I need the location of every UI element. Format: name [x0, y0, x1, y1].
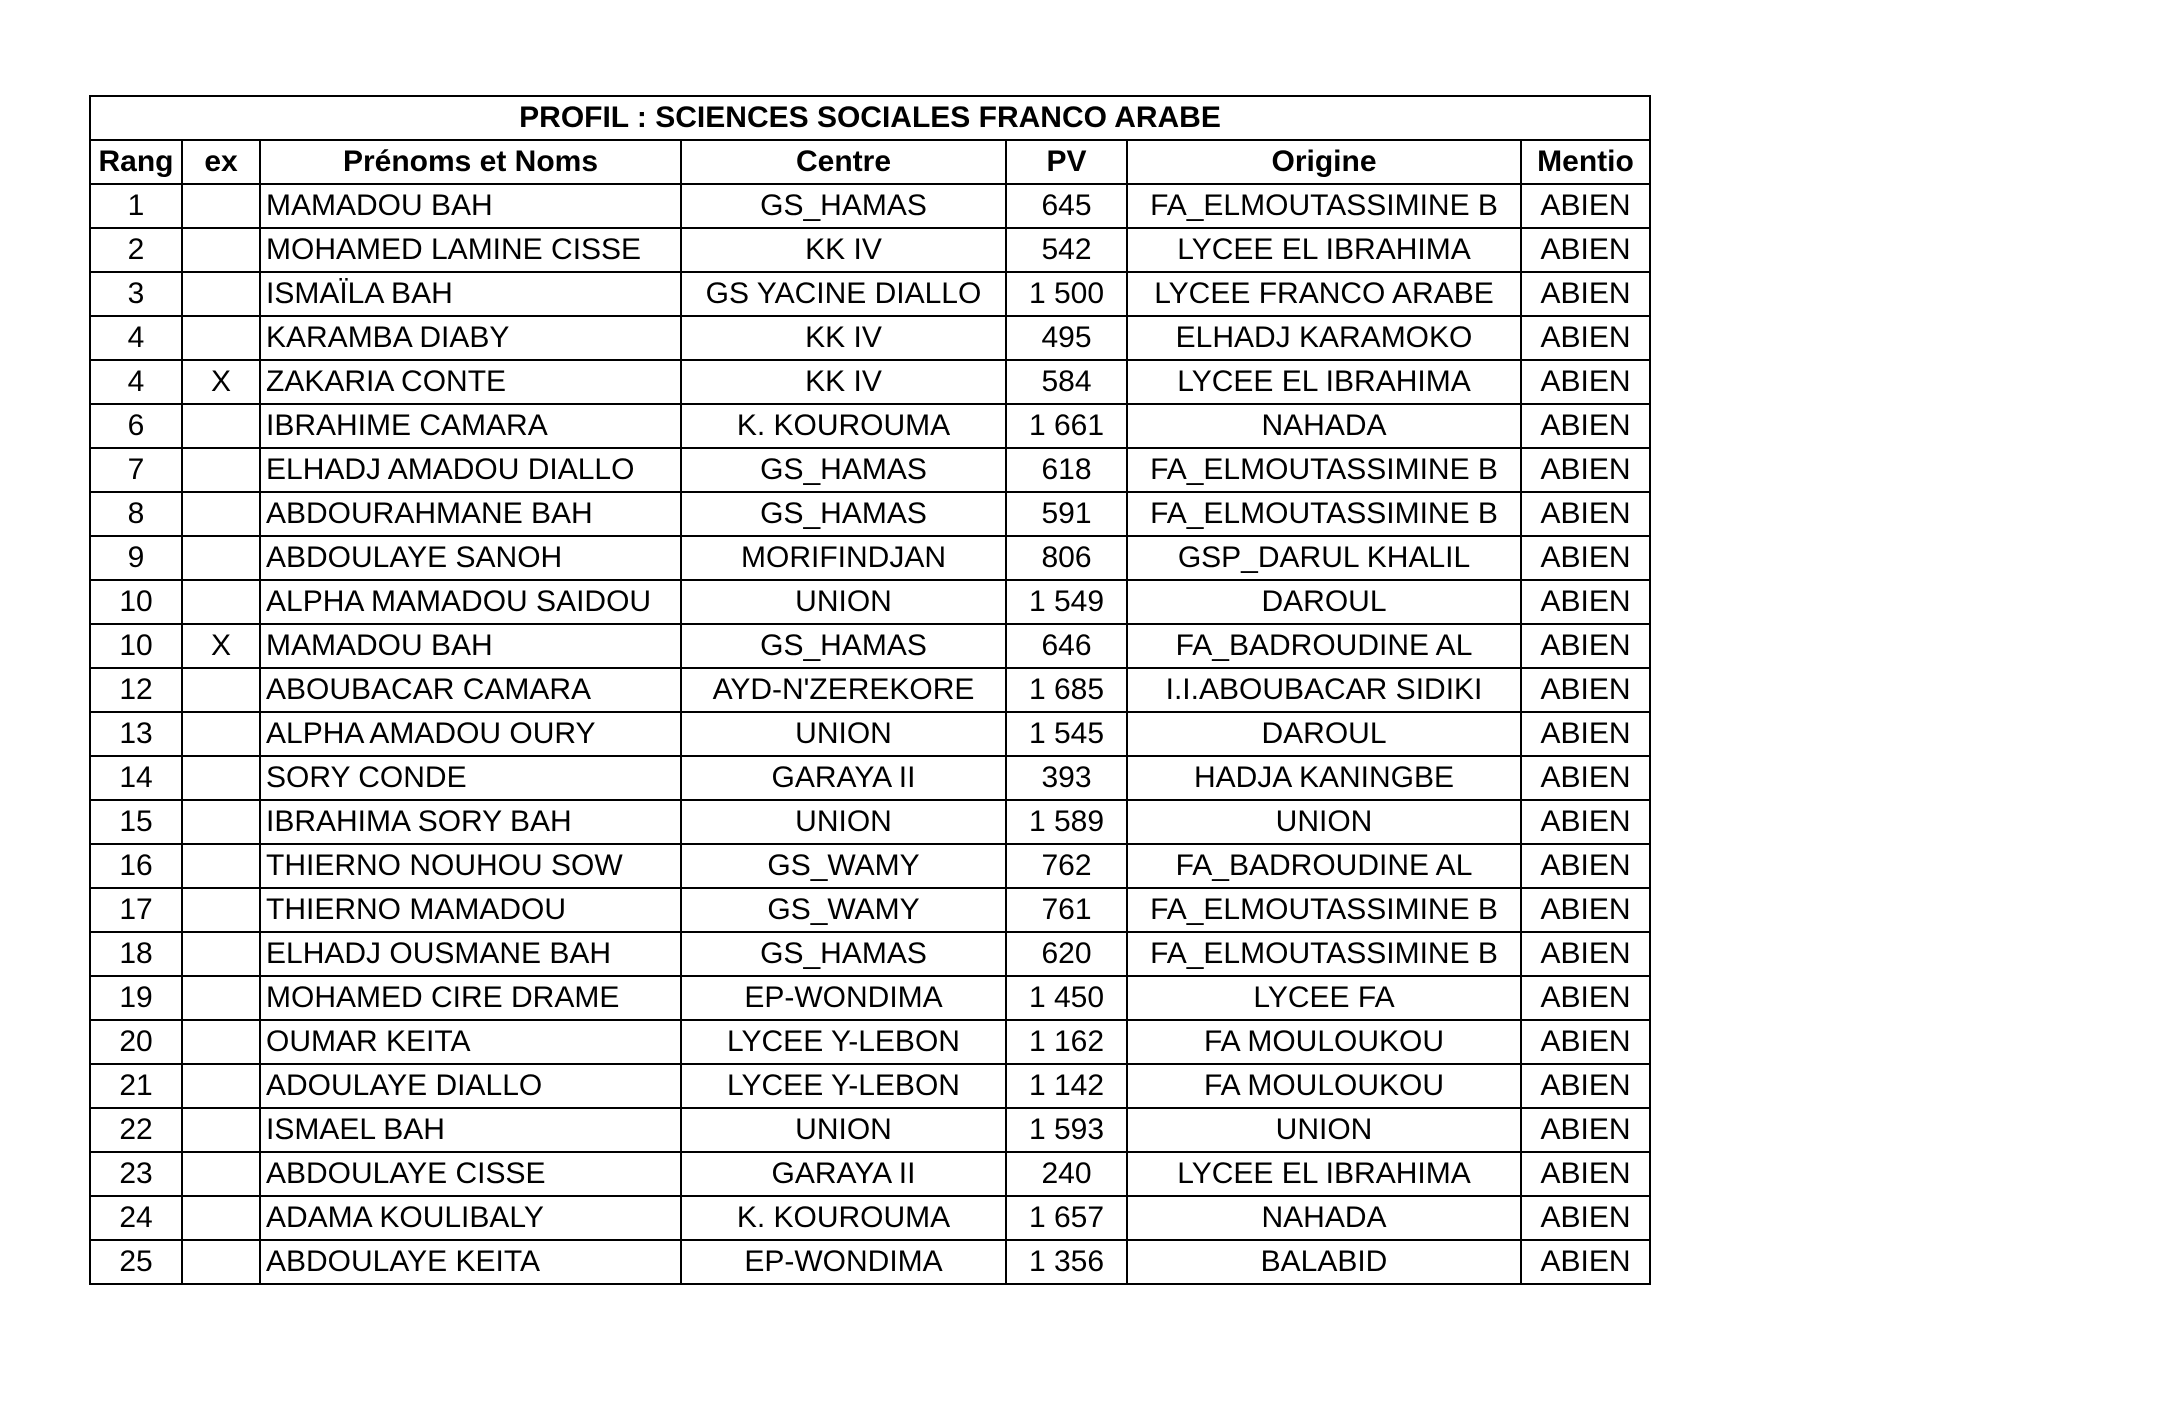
cell-centre: K. KOUROUMA [681, 404, 1006, 448]
cell-nom: SORY CONDE [260, 756, 681, 800]
cell-ex [182, 888, 260, 932]
cell-centre: EP-WONDIMA [681, 1240, 1006, 1284]
cell-rang: 6 [90, 404, 182, 448]
cell-origine: LYCEE FA [1127, 976, 1521, 1020]
table-row [90, 712, 1650, 756]
cell-centre: LYCEE Y-LEBON [681, 1064, 1006, 1108]
cell-centre: GARAYA II [681, 756, 1006, 800]
cell-nom: OUMAR KEITA [260, 1020, 681, 1064]
cell-mention: ABIEN [1521, 1064, 1650, 1108]
cell-pv: 393 [1006, 756, 1127, 800]
table-row [90, 1064, 1650, 1108]
cell-origine: DAROUL [1127, 712, 1521, 756]
cell-mention: ABIEN [1521, 492, 1650, 536]
cell-ex [182, 712, 260, 756]
table-row [90, 976, 1650, 1020]
cell-origine: GSP_DARUL KHALIL [1127, 536, 1521, 580]
cell-nom: IBRAHIMA SORY BAH [260, 800, 681, 844]
table-row [90, 1240, 1650, 1284]
cell-pv: 646 [1006, 624, 1127, 668]
cell-mention: ABIEN [1521, 1152, 1650, 1196]
cell-mention: ABIEN [1521, 580, 1650, 624]
cell-rang: 18 [90, 932, 182, 976]
header-row [90, 140, 1650, 184]
cell-nom: ABDOURAHMANE BAH [260, 492, 681, 536]
table-body [90, 184, 1650, 1284]
cell-pv: 542 [1006, 228, 1127, 272]
table-row [90, 756, 1650, 800]
cell-ex [182, 492, 260, 536]
cell-rang: 1 [90, 184, 182, 228]
table-row [90, 316, 1650, 360]
cell-nom: ELHADJ OUSMANE BAH [260, 932, 681, 976]
cell-centre: UNION [681, 1108, 1006, 1152]
cell-origine: UNION [1127, 1108, 1521, 1152]
cell-mention: ABIEN [1521, 756, 1650, 800]
cell-centre: UNION [681, 712, 1006, 756]
cell-pv: 1 450 [1006, 976, 1127, 1020]
cell-nom: ISMAEL BAH [260, 1108, 681, 1152]
table-row [90, 580, 1650, 624]
cell-ex [182, 1196, 260, 1240]
cell-mention: ABIEN [1521, 668, 1650, 712]
results-table [89, 95, 1651, 1285]
cell-nom: ABDOULAYE KEITA [260, 1240, 681, 1284]
table-row [90, 800, 1650, 844]
cell-rang: 24 [90, 1196, 182, 1240]
cell-nom: ABDOULAYE SANOH [260, 536, 681, 580]
cell-pv: 618 [1006, 448, 1127, 492]
table-row [90, 668, 1650, 712]
cell-rang: 22 [90, 1108, 182, 1152]
table-row [90, 1108, 1650, 1152]
cell-mention: ABIEN [1521, 1196, 1650, 1240]
cell-pv: 1 657 [1006, 1196, 1127, 1240]
cell-pv: 1 661 [1006, 404, 1127, 448]
cell-pv: 1 162 [1006, 1020, 1127, 1064]
cell-centre: KK IV [681, 360, 1006, 404]
cell-ex [182, 976, 260, 1020]
cell-pv: 1 356 [1006, 1240, 1127, 1284]
column-header-origine: Origine [1127, 140, 1521, 184]
cell-ex [182, 228, 260, 272]
cell-origine: FA_ELMOUTASSIMINE B [1127, 184, 1521, 228]
cell-origine: LYCEE FRANCO ARABE [1127, 272, 1521, 316]
cell-nom: ELHADJ AMADOU DIALLO [260, 448, 681, 492]
column-header-nom: Prénoms et Noms [260, 140, 681, 184]
cell-mention: ABIEN [1521, 624, 1650, 668]
cell-ex [182, 536, 260, 580]
cell-pv: 1 549 [1006, 580, 1127, 624]
cell-origine: DAROUL [1127, 580, 1521, 624]
cell-pv: 584 [1006, 360, 1127, 404]
cell-pv: 761 [1006, 888, 1127, 932]
cell-ex [182, 272, 260, 316]
cell-ex [182, 1108, 260, 1152]
cell-pv: 240 [1006, 1152, 1127, 1196]
cell-pv: 1 589 [1006, 800, 1127, 844]
cell-centre: GS_HAMAS [681, 932, 1006, 976]
column-header-pv: PV [1006, 140, 1127, 184]
cell-ex [182, 932, 260, 976]
cell-origine: NAHADA [1127, 1196, 1521, 1240]
cell-origine: BALABID [1127, 1240, 1521, 1284]
cell-centre: MORIFINDJAN [681, 536, 1006, 580]
cell-centre: KK IV [681, 228, 1006, 272]
cell-mention: ABIEN [1521, 1108, 1650, 1152]
cell-centre: GARAYA II [681, 1152, 1006, 1196]
cell-rang: 4 [90, 360, 182, 404]
cell-mention: ABIEN [1521, 448, 1650, 492]
column-header-mention: Mentio [1521, 140, 1650, 184]
cell-origine: NAHADA [1127, 404, 1521, 448]
cell-nom: MOHAMED LAMINE CISSE [260, 228, 681, 272]
cell-origine: FA_ELMOUTASSIMINE B [1127, 888, 1521, 932]
cell-mention: ABIEN [1521, 888, 1650, 932]
cell-origine: LYCEE EL IBRAHIMA [1127, 360, 1521, 404]
cell-rang: 10 [90, 624, 182, 668]
cell-pv: 1 593 [1006, 1108, 1127, 1152]
cell-rang: 3 [90, 272, 182, 316]
cell-pv: 1 685 [1006, 668, 1127, 712]
cell-nom: ALPHA AMADOU OURY [260, 712, 681, 756]
cell-pv: 591 [1006, 492, 1127, 536]
cell-nom: ALPHA MAMADOU SAIDOU [260, 580, 681, 624]
column-header-ex: ex [182, 140, 260, 184]
table-row [90, 184, 1650, 228]
cell-centre: GS_HAMAS [681, 624, 1006, 668]
cell-nom: THIERNO NOUHOU SOW [260, 844, 681, 888]
cell-rang: 25 [90, 1240, 182, 1284]
cell-nom: MAMADOU BAH [260, 624, 681, 668]
cell-ex [182, 184, 260, 228]
cell-pv: 806 [1006, 536, 1127, 580]
cell-mention: ABIEN [1521, 316, 1650, 360]
cell-centre: LYCEE Y-LEBON [681, 1020, 1006, 1064]
cell-rang: 23 [90, 1152, 182, 1196]
cell-centre: UNION [681, 580, 1006, 624]
table-row [90, 932, 1650, 976]
cell-ex [182, 404, 260, 448]
cell-pv: 762 [1006, 844, 1127, 888]
cell-ex [182, 668, 260, 712]
cell-mention: ABIEN [1521, 800, 1650, 844]
cell-ex: X [182, 360, 260, 404]
cell-pv: 495 [1006, 316, 1127, 360]
cell-ex [182, 756, 260, 800]
cell-rang: 8 [90, 492, 182, 536]
cell-ex [182, 1020, 260, 1064]
cell-rang: 19 [90, 976, 182, 1020]
cell-centre: GS YACINE DIALLO [681, 272, 1006, 316]
cell-origine: FA_ELMOUTASSIMINE B [1127, 448, 1521, 492]
cell-nom: THIERNO MAMADOU [260, 888, 681, 932]
cell-pv: 1 142 [1006, 1064, 1127, 1108]
cell-mention: ABIEN [1521, 360, 1650, 404]
cell-origine: FA MOULOUKOU [1127, 1064, 1521, 1108]
column-header-rang: Rang [90, 140, 182, 184]
cell-centre: UNION [681, 800, 1006, 844]
cell-centre: GS_WAMY [681, 844, 1006, 888]
cell-origine: FA_BADROUDINE AL [1127, 844, 1521, 888]
table-row [90, 536, 1650, 580]
cell-origine: LYCEE EL IBRAHIMA [1127, 228, 1521, 272]
table-row [90, 888, 1650, 932]
cell-pv: 645 [1006, 184, 1127, 228]
cell-ex [182, 800, 260, 844]
cell-mention: ABIEN [1521, 1240, 1650, 1284]
table-row [90, 228, 1650, 272]
title-row [90, 96, 1650, 140]
cell-ex [182, 1240, 260, 1284]
cell-pv: 1 500 [1006, 272, 1127, 316]
cell-origine: FA_ELMOUTASSIMINE B [1127, 932, 1521, 976]
cell-rang: 4 [90, 316, 182, 360]
cell-rang: 14 [90, 756, 182, 800]
cell-origine: I.I.ABOUBACAR SIDIKI [1127, 668, 1521, 712]
cell-mention: ABIEN [1521, 404, 1650, 448]
column-header-centre: Centre [681, 140, 1006, 184]
cell-rang: 13 [90, 712, 182, 756]
cell-centre: GS_WAMY [681, 888, 1006, 932]
cell-mention: ABIEN [1521, 272, 1650, 316]
cell-mention: ABIEN [1521, 712, 1650, 756]
cell-ex [182, 448, 260, 492]
table-row [90, 448, 1650, 492]
cell-mention: ABIEN [1521, 228, 1650, 272]
cell-origine: FA_BADROUDINE AL [1127, 624, 1521, 668]
table-row [90, 360, 1650, 404]
cell-centre: GS_HAMAS [681, 184, 1006, 228]
cell-mention: ABIEN [1521, 184, 1650, 228]
cell-nom: IBRAHIME CAMARA [260, 404, 681, 448]
cell-mention: ABIEN [1521, 536, 1650, 580]
cell-origine: ELHADJ KARAMOKO [1127, 316, 1521, 360]
table-title: PROFIL : SCIENCES SOCIALES FRANCO ARABE [90, 96, 1650, 140]
cell-nom: MAMADOU BAH [260, 184, 681, 228]
cell-rang: 7 [90, 448, 182, 492]
cell-nom: ABOUBACAR CAMARA [260, 668, 681, 712]
cell-ex: X [182, 624, 260, 668]
table-row [90, 624, 1650, 668]
table-row [90, 404, 1650, 448]
cell-pv: 1 545 [1006, 712, 1127, 756]
cell-pv: 620 [1006, 932, 1127, 976]
cell-mention: ABIEN [1521, 976, 1650, 1020]
table-row [90, 272, 1650, 316]
cell-rang: 15 [90, 800, 182, 844]
cell-rang: 21 [90, 1064, 182, 1108]
table-row [90, 1196, 1650, 1240]
cell-centre: GS_HAMAS [681, 448, 1006, 492]
cell-rang: 12 [90, 668, 182, 712]
cell-origine: HADJA KANINGBE [1127, 756, 1521, 800]
cell-nom: ZAKARIA CONTE [260, 360, 681, 404]
cell-nom: MOHAMED CIRE DRAME [260, 976, 681, 1020]
cell-mention: ABIEN [1521, 1020, 1650, 1064]
cell-origine: FA MOULOUKOU [1127, 1020, 1521, 1064]
table-row [90, 1152, 1650, 1196]
cell-ex [182, 1152, 260, 1196]
cell-rang: 20 [90, 1020, 182, 1064]
results-sheet [89, 95, 1649, 1285]
cell-origine: FA_ELMOUTASSIMINE B [1127, 492, 1521, 536]
cell-ex [182, 316, 260, 360]
cell-rang: 17 [90, 888, 182, 932]
cell-origine: UNION [1127, 800, 1521, 844]
cell-nom: ABDOULAYE CISSE [260, 1152, 681, 1196]
cell-origine: LYCEE EL IBRAHIMA [1127, 1152, 1521, 1196]
cell-nom: ADAMA KOULIBALY [260, 1196, 681, 1240]
cell-nom: ISMAÏLA BAH [260, 272, 681, 316]
cell-centre: KK IV [681, 316, 1006, 360]
cell-ex [182, 580, 260, 624]
table-row [90, 1020, 1650, 1064]
cell-ex [182, 844, 260, 888]
cell-ex [182, 1064, 260, 1108]
table-row [90, 844, 1650, 888]
cell-rang: 10 [90, 580, 182, 624]
cell-rang: 9 [90, 536, 182, 580]
cell-nom: KARAMBA DIABY [260, 316, 681, 360]
cell-rang: 2 [90, 228, 182, 272]
cell-centre: EP-WONDIMA [681, 976, 1006, 1020]
cell-rang: 16 [90, 844, 182, 888]
cell-nom: ADOULAYE DIALLO [260, 1064, 681, 1108]
cell-mention: ABIEN [1521, 844, 1650, 888]
cell-centre: K. KOUROUMA [681, 1196, 1006, 1240]
cell-centre: GS_HAMAS [681, 492, 1006, 536]
table-row [90, 492, 1650, 536]
cell-centre: AYD-N'ZEREKORE [681, 668, 1006, 712]
cell-mention: ABIEN [1521, 932, 1650, 976]
